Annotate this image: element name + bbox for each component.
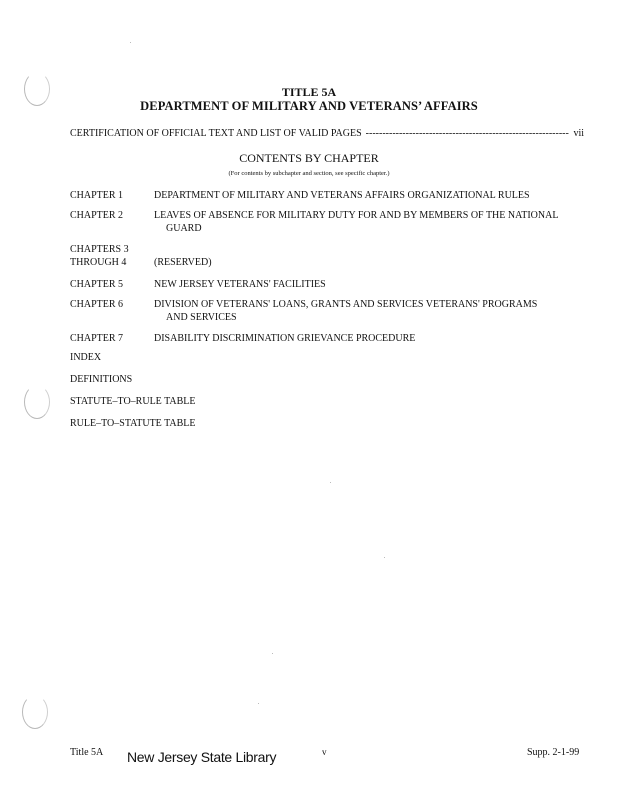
- chapter-row: [70, 189, 530, 202]
- chapter-row: [70, 298, 537, 324]
- title-heading: TITLE 5A: [281, 85, 337, 99]
- chapter-title: DEPARTMENT OF MILITARY AND VETERANS AFFAIRS ORGANIZATIONAL RULES: [154, 190, 530, 201]
- supplement-date: Supp. 2-1-99: [527, 747, 580, 758]
- chapter-title-line: GUARD: [166, 223, 202, 234]
- chapter-title-line: DIVISION OF VETERANS' LOANS, GRANTS AND SERVICES VETERANS' PROGRAMS: [154, 299, 538, 310]
- chapter-title-line: AND SERVICES: [166, 312, 237, 323]
- chapter-title: DISABILITY DISCRIMINATION GRIEVANCE PROCEDURE: [154, 333, 416, 344]
- certification-page: vii: [573, 128, 584, 139]
- punch-hole: [22, 695, 48, 729]
- certification-text: CERTIFICATION OF OFFICIAL TEXT AND LIST OF VALID PAGES: [70, 128, 362, 139]
- punch-hole: [24, 385, 50, 419]
- chapter-title: [154, 209, 558, 235]
- department-heading: DEPARTMENT OF MILITARY AND VETERANS’ AFFAIRS: [140, 99, 478, 113]
- contents-note: (For contents by subchapter and section, see specific chapter.): [228, 170, 390, 177]
- library-stamp: New Jersey State Library: [127, 749, 277, 765]
- leader-dots: [366, 128, 570, 139]
- chapter-title: (RESERVED): [154, 257, 212, 268]
- statute-to-rule-entry: STATUTE–TO–RULE TABLE: [70, 396, 196, 407]
- chapter-title: [154, 298, 537, 324]
- scan-speck: [130, 42, 131, 43]
- contents-heading: CONTENTS BY CHAPTER: [239, 151, 379, 165]
- chapter-row: [70, 332, 415, 345]
- chapter-row: [70, 243, 212, 269]
- footer-title: Title 5A: [70, 747, 104, 758]
- chapter-row: [70, 209, 558, 235]
- chapter-title-line: LEAVES OF ABSENCE FOR MILITARY DUTY FOR AND BY MEMBERS OF THE NATIONAL: [154, 210, 559, 221]
- chapter-label: CHAPTER 5: [70, 279, 124, 290]
- scan-speck: [258, 703, 259, 704]
- certification-entry: [70, 128, 584, 139]
- rule-to-statute-entry: RULE–TO–STATUTE TABLE: [70, 418, 196, 429]
- chapter-title: NEW JERSEY VETERANS' FACILITIES: [154, 279, 326, 290]
- chapter-label: CHAPTER 2: [70, 210, 124, 221]
- scan-speck: [272, 653, 273, 654]
- chapter-label: CHAPTER 7: [70, 333, 124, 344]
- scan-speck: [330, 482, 331, 483]
- chapter-label: [70, 243, 154, 269]
- chapter-label-line: CHAPTERS 3: [70, 244, 129, 255]
- chapter-label: CHAPTER 6: [70, 299, 124, 310]
- definitions-entry: DEFINITIONS: [70, 374, 133, 385]
- chapter-row: [70, 278, 326, 291]
- chapter-label: CHAPTER 1: [70, 190, 124, 201]
- scan-speck: [384, 557, 385, 558]
- page-number: v: [322, 747, 327, 757]
- index-entry: INDEX: [70, 352, 102, 363]
- chapter-label-line: THROUGH 4: [70, 257, 127, 268]
